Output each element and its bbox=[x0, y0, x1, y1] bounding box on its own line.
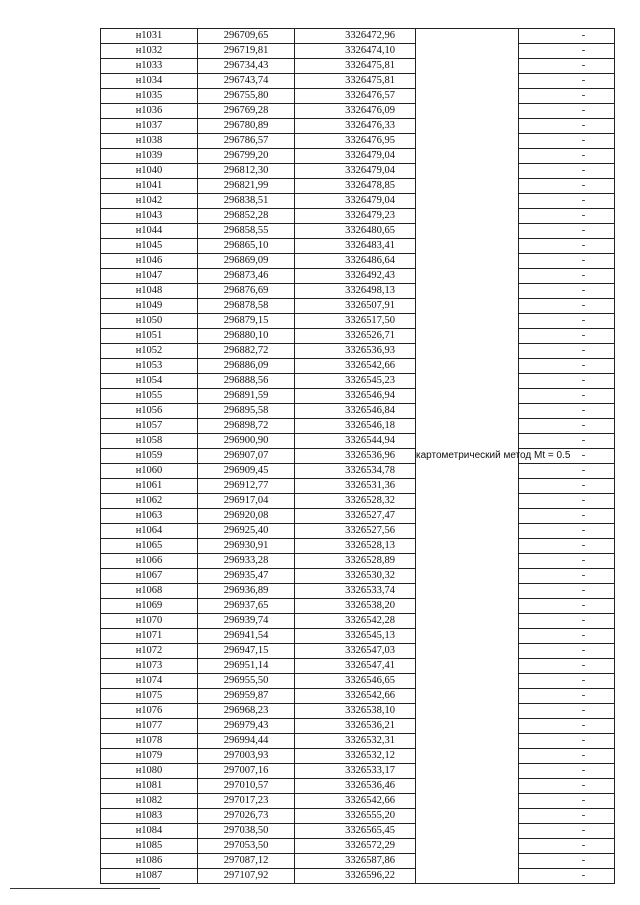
x-coordinate-cell: 296898,72 bbox=[198, 419, 295, 434]
note-cell: - bbox=[519, 644, 615, 659]
note-cell: - bbox=[519, 734, 615, 749]
point-id-cell: н1034 bbox=[101, 74, 198, 89]
point-id-cell: н1058 bbox=[101, 434, 198, 449]
point-id-cell: н1032 bbox=[101, 44, 198, 59]
y-coordinate-cell: 3326527,56 bbox=[295, 524, 416, 539]
note-cell: - bbox=[519, 134, 615, 149]
point-id-cell: н1076 bbox=[101, 704, 198, 719]
table-row bbox=[101, 839, 615, 854]
y-coordinate-cell: 3326531,36 bbox=[295, 479, 416, 494]
table-row bbox=[101, 689, 615, 704]
point-id-cell: н1038 bbox=[101, 134, 198, 149]
y-coordinate-cell: 3326475,81 bbox=[295, 74, 416, 89]
note-cell: - bbox=[519, 599, 615, 614]
note-cell: - bbox=[519, 104, 615, 119]
point-id-cell: н1057 bbox=[101, 419, 198, 434]
y-coordinate-cell: 3326479,04 bbox=[295, 164, 416, 179]
note-cell: - bbox=[519, 164, 615, 179]
table-row bbox=[101, 29, 615, 44]
table-row bbox=[101, 209, 615, 224]
x-coordinate-cell: 296937,65 bbox=[198, 599, 295, 614]
note-cell: - bbox=[519, 854, 615, 869]
coordinates-table-body bbox=[101, 29, 615, 884]
note-cell: - bbox=[519, 389, 615, 404]
x-coordinate-cell: 296936,89 bbox=[198, 584, 295, 599]
y-coordinate-cell: 3326536,96 bbox=[295, 449, 416, 464]
point-id-cell: н1073 bbox=[101, 659, 198, 674]
y-coordinate-cell: 3326479,04 bbox=[295, 194, 416, 209]
x-coordinate-cell: 296951,14 bbox=[198, 659, 295, 674]
table-row bbox=[101, 749, 615, 764]
x-coordinate-cell: 296907,07 bbox=[198, 449, 295, 464]
coordinates-table bbox=[100, 28, 615, 884]
point-id-cell: н1078 bbox=[101, 734, 198, 749]
y-coordinate-cell: 3326480,65 bbox=[295, 224, 416, 239]
note-cell: - bbox=[519, 749, 615, 764]
y-coordinate-cell: 3326507,91 bbox=[295, 299, 416, 314]
note-cell: - bbox=[519, 824, 615, 839]
y-coordinate-cell: 3326533,17 bbox=[295, 764, 416, 779]
point-id-cell: н1046 bbox=[101, 254, 198, 269]
x-coordinate-cell: 297017,23 bbox=[198, 794, 295, 809]
table-row bbox=[101, 779, 615, 794]
point-id-cell: н1053 bbox=[101, 359, 198, 374]
note-cell: - bbox=[519, 464, 615, 479]
y-coordinate-cell: 3326498,13 bbox=[295, 284, 416, 299]
table-row bbox=[101, 479, 615, 494]
point-id-cell: н1031 bbox=[101, 29, 198, 44]
point-id-cell: н1039 bbox=[101, 149, 198, 164]
x-coordinate-cell: 296925,40 bbox=[198, 524, 295, 539]
x-coordinate-cell: 296873,46 bbox=[198, 269, 295, 284]
y-coordinate-cell: 3326546,84 bbox=[295, 404, 416, 419]
y-coordinate-cell: 3326527,47 bbox=[295, 509, 416, 524]
note-cell: - bbox=[519, 419, 615, 434]
x-coordinate-cell: 296959,87 bbox=[198, 689, 295, 704]
note-cell: - bbox=[519, 29, 615, 44]
point-id-cell: н1084 bbox=[101, 824, 198, 839]
point-id-cell: н1059 bbox=[101, 449, 198, 464]
x-coordinate-cell: 297038,50 bbox=[198, 824, 295, 839]
x-coordinate-cell: 296917,04 bbox=[198, 494, 295, 509]
x-coordinate-cell: 296920,08 bbox=[198, 509, 295, 524]
point-id-cell: н1051 bbox=[101, 329, 198, 344]
note-cell: - bbox=[519, 119, 615, 134]
point-id-cell: н1054 bbox=[101, 374, 198, 389]
x-coordinate-cell: 296709,65 bbox=[198, 29, 295, 44]
note-cell: - bbox=[519, 779, 615, 794]
x-coordinate-cell: 296955,50 bbox=[198, 674, 295, 689]
table-row bbox=[101, 284, 615, 299]
note-cell: - bbox=[519, 194, 615, 209]
x-coordinate-cell: 297026,73 bbox=[198, 809, 295, 824]
note-cell: - bbox=[519, 629, 615, 644]
x-coordinate-cell: 297087,12 bbox=[198, 854, 295, 869]
y-coordinate-cell: 3326472,96 bbox=[295, 29, 416, 44]
y-coordinate-cell: 3326533,74 bbox=[295, 584, 416, 599]
point-id-cell: н1047 bbox=[101, 269, 198, 284]
point-id-cell: н1044 bbox=[101, 224, 198, 239]
note-cell: - bbox=[519, 299, 615, 314]
y-coordinate-cell: 3326545,23 bbox=[295, 374, 416, 389]
table-row bbox=[101, 719, 615, 734]
y-coordinate-cell: 3326526,71 bbox=[295, 329, 416, 344]
note-cell: - bbox=[519, 689, 615, 704]
x-coordinate-cell: 296734,43 bbox=[198, 59, 295, 74]
note-cell: - bbox=[519, 329, 615, 344]
y-coordinate-cell: 3326483,41 bbox=[295, 239, 416, 254]
y-coordinate-cell: 3326546,18 bbox=[295, 419, 416, 434]
x-coordinate-cell: 296865,10 bbox=[198, 239, 295, 254]
y-coordinate-cell: 3326538,20 bbox=[295, 599, 416, 614]
x-coordinate-cell: 296882,72 bbox=[198, 344, 295, 359]
table-row bbox=[101, 704, 615, 719]
x-coordinate-cell: 296900,90 bbox=[198, 434, 295, 449]
table-row bbox=[101, 314, 615, 329]
point-id-cell: н1040 bbox=[101, 164, 198, 179]
point-id-cell: н1071 bbox=[101, 629, 198, 644]
point-id-cell: н1087 bbox=[101, 869, 198, 884]
point-id-cell: н1041 bbox=[101, 179, 198, 194]
point-id-cell: н1037 bbox=[101, 119, 198, 134]
table-row bbox=[101, 164, 615, 179]
y-coordinate-cell: 3326476,57 bbox=[295, 89, 416, 104]
x-coordinate-cell: 296879,15 bbox=[198, 314, 295, 329]
y-coordinate-cell: 3326542,66 bbox=[295, 359, 416, 374]
point-id-cell: н1074 bbox=[101, 674, 198, 689]
table-row bbox=[101, 599, 615, 614]
y-coordinate-cell: 3326544,94 bbox=[295, 434, 416, 449]
x-coordinate-cell: 296909,45 bbox=[198, 464, 295, 479]
table-row bbox=[101, 734, 615, 749]
x-coordinate-cell: 296838,51 bbox=[198, 194, 295, 209]
x-coordinate-cell: 296888,56 bbox=[198, 374, 295, 389]
x-coordinate-cell: 296968,23 bbox=[198, 704, 295, 719]
y-coordinate-cell: 3326545,13 bbox=[295, 629, 416, 644]
table-row bbox=[101, 614, 615, 629]
x-coordinate-cell: 297053,50 bbox=[198, 839, 295, 854]
point-id-cell: н1082 bbox=[101, 794, 198, 809]
table-row bbox=[101, 329, 615, 344]
note-cell: - bbox=[519, 404, 615, 419]
y-coordinate-cell: 3326536,93 bbox=[295, 344, 416, 359]
method-cell: картометрический метод Mt = 0.5 bbox=[416, 29, 519, 884]
footer-rule bbox=[10, 888, 160, 889]
table-row bbox=[101, 629, 615, 644]
point-id-cell: н1065 bbox=[101, 539, 198, 554]
y-coordinate-cell: 3326547,41 bbox=[295, 659, 416, 674]
point-id-cell: н1080 bbox=[101, 764, 198, 779]
table-row bbox=[101, 134, 615, 149]
y-coordinate-cell: 3326530,32 bbox=[295, 569, 416, 584]
y-coordinate-cell: 3326528,13 bbox=[295, 539, 416, 554]
note-cell: - bbox=[519, 524, 615, 539]
table-row bbox=[101, 554, 615, 569]
table-row bbox=[101, 494, 615, 509]
point-id-cell: н1033 bbox=[101, 59, 198, 74]
note-cell: - bbox=[519, 209, 615, 224]
note-cell: - bbox=[519, 614, 615, 629]
y-coordinate-cell: 3326492,43 bbox=[295, 269, 416, 284]
x-coordinate-cell: 296947,15 bbox=[198, 644, 295, 659]
x-coordinate-cell: 296858,55 bbox=[198, 224, 295, 239]
y-coordinate-cell: 3326536,46 bbox=[295, 779, 416, 794]
note-cell: - bbox=[519, 59, 615, 74]
table-row bbox=[101, 179, 615, 194]
y-coordinate-cell: 3326476,95 bbox=[295, 134, 416, 149]
note-cell: - bbox=[519, 449, 615, 464]
note-cell: - bbox=[519, 314, 615, 329]
x-coordinate-cell: 296812,30 bbox=[198, 164, 295, 179]
table-row bbox=[101, 569, 615, 584]
point-id-cell: н1056 bbox=[101, 404, 198, 419]
x-coordinate-cell: 296743,74 bbox=[198, 74, 295, 89]
note-cell: - bbox=[519, 44, 615, 59]
table-row bbox=[101, 809, 615, 824]
note-cell: - bbox=[519, 719, 615, 734]
x-coordinate-cell: 296876,69 bbox=[198, 284, 295, 299]
note-cell: - bbox=[519, 794, 615, 809]
table-row bbox=[101, 404, 615, 419]
note-cell: - bbox=[519, 149, 615, 164]
point-id-cell: н1062 bbox=[101, 494, 198, 509]
table-row bbox=[101, 434, 615, 449]
point-id-cell: н1079 bbox=[101, 749, 198, 764]
table-row bbox=[101, 674, 615, 689]
table-row bbox=[101, 524, 615, 539]
point-id-cell: н1067 bbox=[101, 569, 198, 584]
note-cell: - bbox=[519, 434, 615, 449]
point-id-cell: н1042 bbox=[101, 194, 198, 209]
x-coordinate-cell: 297010,57 bbox=[198, 779, 295, 794]
note-cell: - bbox=[519, 809, 615, 824]
note-cell: - bbox=[519, 179, 615, 194]
x-coordinate-cell: 296880,10 bbox=[198, 329, 295, 344]
note-cell: - bbox=[519, 494, 615, 509]
y-coordinate-cell: 3326534,78 bbox=[295, 464, 416, 479]
table-row bbox=[101, 824, 615, 839]
note-cell: - bbox=[519, 344, 615, 359]
note-cell: - bbox=[519, 284, 615, 299]
table-row bbox=[101, 539, 615, 554]
point-id-cell: н1052 bbox=[101, 344, 198, 359]
note-cell: - bbox=[519, 239, 615, 254]
point-id-cell: н1083 bbox=[101, 809, 198, 824]
point-id-cell: н1064 bbox=[101, 524, 198, 539]
table-row bbox=[101, 464, 615, 479]
table-row bbox=[101, 74, 615, 89]
table-row bbox=[101, 389, 615, 404]
y-coordinate-cell: 3326542,66 bbox=[295, 794, 416, 809]
x-coordinate-cell: 296933,28 bbox=[198, 554, 295, 569]
x-coordinate-cell: 296935,47 bbox=[198, 569, 295, 584]
note-cell: - bbox=[519, 254, 615, 269]
point-id-cell: н1045 bbox=[101, 239, 198, 254]
table-row bbox=[101, 254, 615, 269]
x-coordinate-cell: 296755,80 bbox=[198, 89, 295, 104]
table-row bbox=[101, 104, 615, 119]
table-row bbox=[101, 89, 615, 104]
y-coordinate-cell: 3326475,81 bbox=[295, 59, 416, 74]
table-row bbox=[101, 764, 615, 779]
table-row bbox=[101, 149, 615, 164]
note-cell: - bbox=[519, 224, 615, 239]
y-coordinate-cell: 3326572,29 bbox=[295, 839, 416, 854]
point-id-cell: н1035 bbox=[101, 89, 198, 104]
x-coordinate-cell: 296769,28 bbox=[198, 104, 295, 119]
y-coordinate-cell: 3326542,66 bbox=[295, 689, 416, 704]
note-cell: - bbox=[519, 764, 615, 779]
table-row bbox=[101, 269, 615, 284]
y-coordinate-cell: 3326532,12 bbox=[295, 749, 416, 764]
point-id-cell: н1063 bbox=[101, 509, 198, 524]
y-coordinate-cell: 3326546,94 bbox=[295, 389, 416, 404]
x-coordinate-cell: 297003,93 bbox=[198, 749, 295, 764]
note-cell: - bbox=[519, 269, 615, 284]
table-row bbox=[101, 419, 615, 434]
point-id-cell: н1072 bbox=[101, 644, 198, 659]
note-cell: - bbox=[519, 554, 615, 569]
y-coordinate-cell: 3326565,45 bbox=[295, 824, 416, 839]
table-row bbox=[101, 119, 615, 134]
point-id-cell: н1069 bbox=[101, 599, 198, 614]
point-id-cell: н1086 bbox=[101, 854, 198, 869]
point-id-cell: н1043 bbox=[101, 209, 198, 224]
y-coordinate-cell: 3326479,04 bbox=[295, 149, 416, 164]
y-coordinate-cell: 3326486,64 bbox=[295, 254, 416, 269]
table-row bbox=[101, 509, 615, 524]
note-cell: - bbox=[519, 569, 615, 584]
y-coordinate-cell: 3326517,50 bbox=[295, 314, 416, 329]
x-coordinate-cell: 296979,43 bbox=[198, 719, 295, 734]
y-coordinate-cell: 3326476,09 bbox=[295, 104, 416, 119]
y-coordinate-cell: 3326538,10 bbox=[295, 704, 416, 719]
y-coordinate-cell: 3326474,10 bbox=[295, 44, 416, 59]
x-coordinate-cell: 296912,77 bbox=[198, 479, 295, 494]
y-coordinate-cell: 3326555,20 bbox=[295, 809, 416, 824]
table-row bbox=[101, 659, 615, 674]
table-row bbox=[101, 299, 615, 314]
y-coordinate-cell: 3326528,89 bbox=[295, 554, 416, 569]
table-row bbox=[101, 224, 615, 239]
x-coordinate-cell: 296930,91 bbox=[198, 539, 295, 554]
note-cell: - bbox=[519, 479, 615, 494]
point-id-cell: н1081 bbox=[101, 779, 198, 794]
x-coordinate-cell: 297007,16 bbox=[198, 764, 295, 779]
x-coordinate-cell: 297107,92 bbox=[198, 869, 295, 884]
point-id-cell: н1066 bbox=[101, 554, 198, 569]
table-row bbox=[101, 584, 615, 599]
y-coordinate-cell: 3326479,23 bbox=[295, 209, 416, 224]
note-cell: - bbox=[519, 704, 615, 719]
y-coordinate-cell: 3326536,21 bbox=[295, 719, 416, 734]
note-cell: - bbox=[519, 509, 615, 524]
x-coordinate-cell: 296939,74 bbox=[198, 614, 295, 629]
note-cell: - bbox=[519, 74, 615, 89]
table-row bbox=[101, 869, 615, 884]
point-id-cell: н1075 bbox=[101, 689, 198, 704]
x-coordinate-cell: 296895,58 bbox=[198, 404, 295, 419]
table-row bbox=[101, 644, 615, 659]
x-coordinate-cell: 296719,81 bbox=[198, 44, 295, 59]
table-row bbox=[101, 59, 615, 74]
x-coordinate-cell: 296869,09 bbox=[198, 254, 295, 269]
y-coordinate-cell: 3326542,28 bbox=[295, 614, 416, 629]
point-id-cell: н1050 bbox=[101, 314, 198, 329]
x-coordinate-cell: 296878,58 bbox=[198, 299, 295, 314]
note-cell: - bbox=[519, 374, 615, 389]
point-id-cell: н1077 bbox=[101, 719, 198, 734]
point-id-cell: н1049 bbox=[101, 299, 198, 314]
table-row bbox=[101, 44, 615, 59]
x-coordinate-cell: 296821,99 bbox=[198, 179, 295, 194]
table-row bbox=[101, 359, 615, 374]
y-coordinate-cell: 3326546,65 bbox=[295, 674, 416, 689]
y-coordinate-cell: 3326478,85 bbox=[295, 179, 416, 194]
x-coordinate-cell: 296941,54 bbox=[198, 629, 295, 644]
point-id-cell: н1060 bbox=[101, 464, 198, 479]
table-row bbox=[101, 239, 615, 254]
table-row bbox=[101, 854, 615, 869]
table-row bbox=[101, 794, 615, 809]
table-row bbox=[101, 344, 615, 359]
y-coordinate-cell: 3326528,32 bbox=[295, 494, 416, 509]
x-coordinate-cell: 296780,89 bbox=[198, 119, 295, 134]
point-id-cell: н1036 bbox=[101, 104, 198, 119]
point-id-cell: н1085 bbox=[101, 839, 198, 854]
y-coordinate-cell: 3326532,31 bbox=[295, 734, 416, 749]
note-cell: - bbox=[519, 869, 615, 884]
x-coordinate-cell: 296799,20 bbox=[198, 149, 295, 164]
x-coordinate-cell: 296852,28 bbox=[198, 209, 295, 224]
note-cell: - bbox=[519, 89, 615, 104]
y-coordinate-cell: 3326587,86 bbox=[295, 854, 416, 869]
y-coordinate-cell: 3326547,03 bbox=[295, 644, 416, 659]
note-cell: - bbox=[519, 674, 615, 689]
point-id-cell: н1055 bbox=[101, 389, 198, 404]
note-cell: - bbox=[519, 839, 615, 854]
y-coordinate-cell: 3326596,22 bbox=[295, 869, 416, 884]
table-row bbox=[101, 194, 615, 209]
x-coordinate-cell: 296994,44 bbox=[198, 734, 295, 749]
x-coordinate-cell: 296891,59 bbox=[198, 389, 295, 404]
point-id-cell: н1068 bbox=[101, 584, 198, 599]
table-row bbox=[101, 374, 615, 389]
point-id-cell: н1070 bbox=[101, 614, 198, 629]
point-id-cell: н1061 bbox=[101, 479, 198, 494]
x-coordinate-cell: 296886,09 bbox=[198, 359, 295, 374]
y-coordinate-cell: 3326476,33 bbox=[295, 119, 416, 134]
note-cell: - bbox=[519, 359, 615, 374]
note-cell: - bbox=[519, 584, 615, 599]
x-coordinate-cell: 296786,57 bbox=[198, 134, 295, 149]
point-id-cell: н1048 bbox=[101, 284, 198, 299]
note-cell: - bbox=[519, 539, 615, 554]
note-cell: - bbox=[519, 659, 615, 674]
